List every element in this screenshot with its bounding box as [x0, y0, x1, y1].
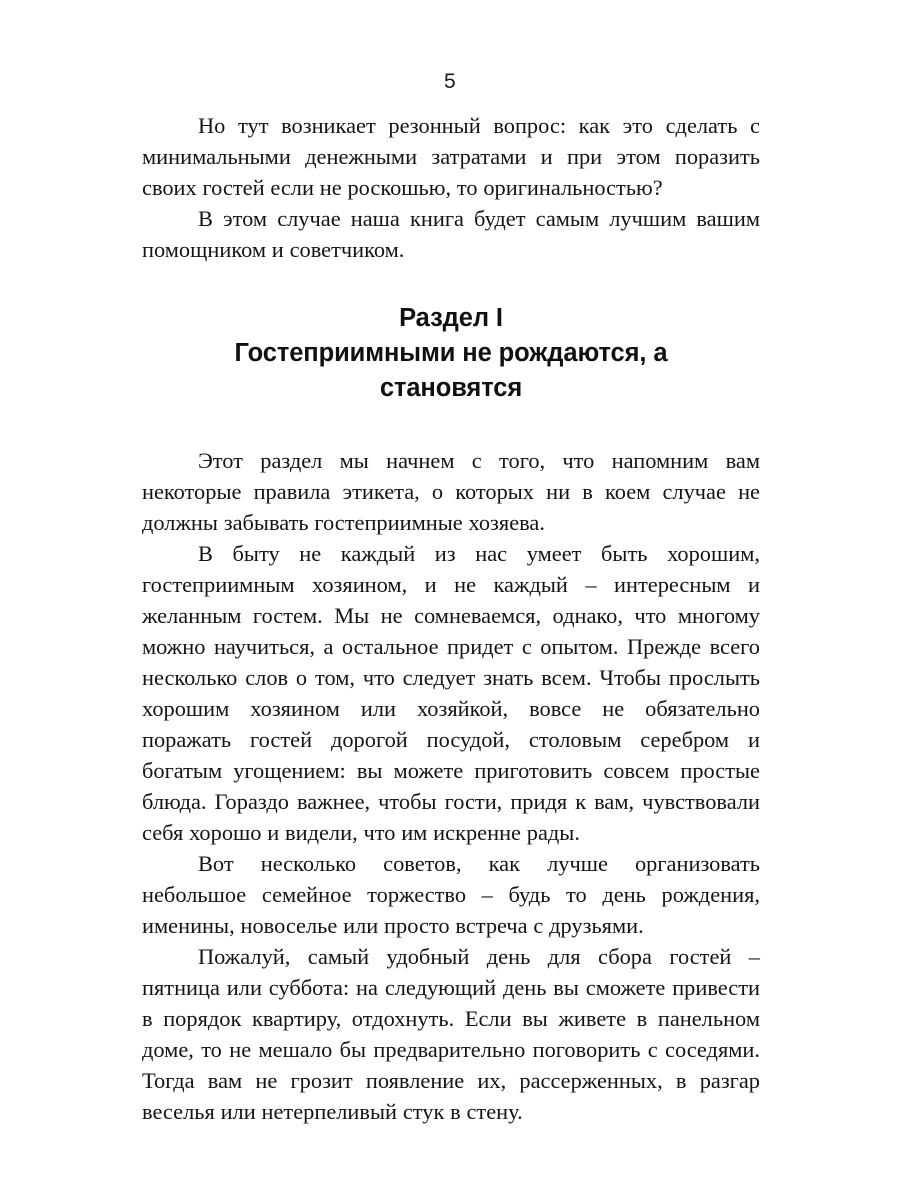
intro-paragraph-2: В этом случае наша книга будет самым лучшим вашим помощником и советчиком. — [142, 206, 760, 262]
body-paragraph-1: Этот раздел мы начнем с того, что напомним вам некоторые правила этикета, о которых ни в коем случае не должны забывать гостеприимные хозяева. — [142, 448, 760, 535]
section-heading-line-1: Раздел I — [399, 304, 503, 332]
intro-paragraph-1: Но тут возникает резонный вопрос: как это сделать с минимальными денежными затратами и при этом поразить своих гостей если не роскошью, то оригинальностью? — [142, 113, 760, 200]
body-paragraph-4: Пожалуй, самый удобный день для сбора гостей – пятница или суббота: на следующий день вы сможете привести в порядок квартиру, отдохнуть. Если вы живете в панельном доме, то не мешало бы предварительно поговорить с соседями. Тогда вам не грозит появление их, рассерженных, в разгар веселья или нетерпеливый стук в стену. — [142, 944, 760, 1124]
section-heading-line-3: становятся — [379, 374, 523, 402]
section-heading-line-2: Гостеприимными не рождаются, а — [234, 339, 668, 367]
section-heading — [142, 301, 760, 406]
body-paragraph-3: Вот несколько советов, как лучше организовать небольшое семейное торжество – будь то день рождения, именины, новоселье или просто встреча с друзьями. — [142, 851, 760, 938]
body-paragraph-2: В быту не каждый из нас умеет быть хорошим, гостеприимным хозяином, и не каждый – интересным и желанным гостем. Мы не сомневаемся, однако, что многому можно научиться, а остальное придет с опытом. Прежде всего несколько слов о том, что следует знать всем. Чтобы прослыть хорошим хозяином или хозяйкой, вовсе не обязательно поражать гостей дорогой посудой, столовым серебром и богатым угощением: вы можете приготовить совсем простые блюда. Гораздо важнее, чтобы гости, придя к вам, чувствовали себя хорошо и видели, что им искренне рады. — [142, 541, 760, 845]
page-number: 5 — [444, 70, 456, 93]
page-content — [142, 110, 760, 1127]
